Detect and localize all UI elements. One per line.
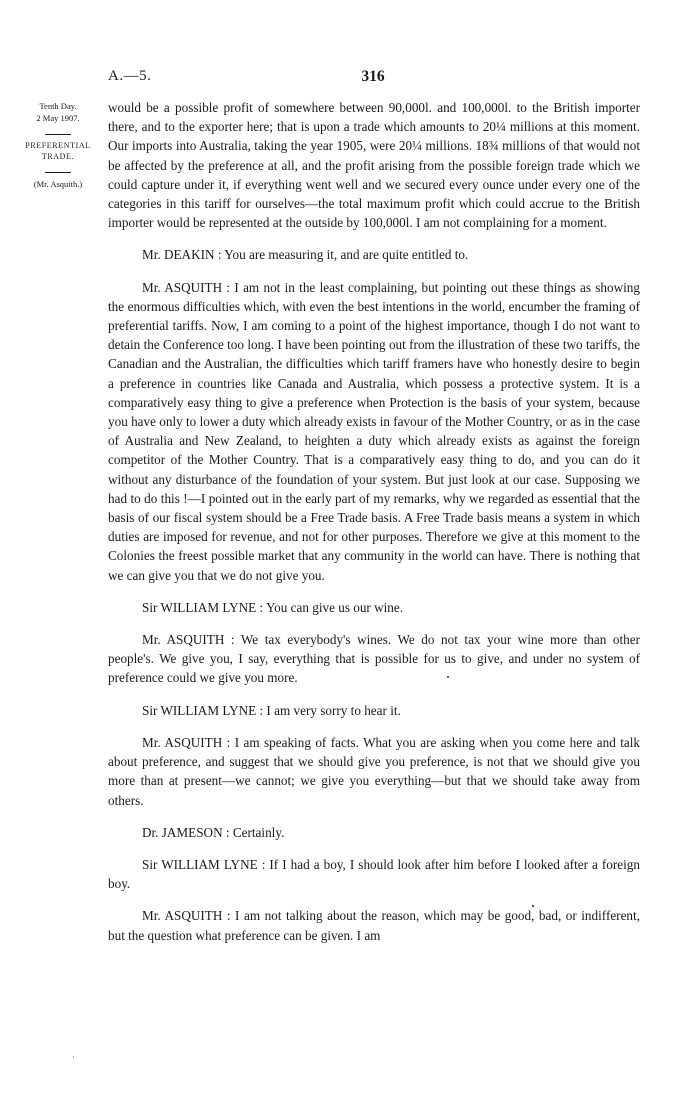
- marginal-divider-top: [45, 134, 71, 135]
- paragraph-asquith-opening: would be a possible profit of somewhere between 90,000l. and 100,000l. to the British importer there, and to the exporter here; that is upon a trade which amounts to 20¼ millions at this moment. Our imports into Australia, taking the year 1905, were 20¼ millions. 18¾ millions of that would not be affected by the preference at all, and the profit arising from the possible foreign trade which we could capture under it, if everything went well and we secured every ounce under every one of the categories in this tariff for ourselves—the total maximum profit which could accrue to the British importer would be represented at the outside by 100,000l. I am not complaining for a moment.: [108, 100, 640, 231]
- ink-artifact: [532, 905, 534, 907]
- paragraph-lyne-sorry: Sir WILLIAM LYNE : I am very sorry to hear it.: [142, 702, 401, 718]
- marginal-topic-line2: TRADE.: [41, 152, 75, 162]
- page-footer-mark: ·: [72, 1052, 75, 1062]
- paragraph-asquith-reason: Mr. ASQUITH : I am not talking about the reason, which may be good, bad, or indifferent, but the question what preference can be given. I am: [108, 908, 640, 943]
- paragraph-deakin: Mr. DEAKIN : You are measuring it, and are quite entitled to.: [142, 247, 469, 263]
- marginal-speaker: (Mr. Asquith.): [33, 178, 83, 189]
- marginal-day: Tenth Day.: [39, 101, 77, 111]
- ink-artifact: [447, 676, 449, 678]
- page-number: 316: [361, 68, 385, 85]
- paragraph-asquith-difficulties: Mr. ASQUITH : I am not in the least complaining, but pointing out these things as showing the enormous difficulties which, with even the best intentions in the world, encumber the framing of preferential tariffs. Now, I am coming to a point of the highest importance, though I do not want to detain the Conference too long. I have been pointing out from the illustration of these two tariffs, the Canadian and the Australian, the difficulties which tariff framers have who honestly desire to begin a preference in countries like Canada and Australia, which possess a protective system. It is a comparatively easy thing to give a preference when Protection is the basis of your system, because you have only to lower a duty which already exists in favour of the Mother Country, or as in the case of Australia and New Zealand, to heighten a duty which already exists as against the foreign competitor of the Mother Country. That is a comparatively easy thing to do, and you can do it without any disturbance of the foundation of your system. But just look at our case. Supposing we had to do this !—I pointed out in the early part of my remarks, why we regarded as essential that the basis of our fiscal system should be a Free Trade basis. A Free Trade basis means a system in which duties are imposed for revenue, and not for other purposes. Therefore we give at this moment to the Colonies the freest possible market that any community in the world can have. There is nothing that we can give you that we do not give you.: [108, 279, 641, 583]
- paragraph-lyne-boy: Sir WILLIAM LYNE : If I had a boy, I should look after him before I looked after a foreign boy.: [108, 856, 640, 892]
- marginal-notes: [14, 100, 102, 190]
- marginal-divider-bottom: [45, 172, 71, 173]
- paragraph-asquith-facts: Mr. ASQUITH : I am speaking of facts. What you are asking when you come here and talk about preference, and suggest that we should give you preference, is not that we should give you more than at present—we cannot; we give you everything—but that we should take away from others.: [108, 734, 640, 808]
- running-head-left: A.—5.: [108, 68, 152, 84]
- paragraph-jameson: Dr. JAMESON : Certainly.: [142, 824, 285, 840]
- body-text-column: [108, 98, 640, 945]
- page-header: [108, 68, 638, 88]
- marginal-topic-line1: PREFERENTIAL: [25, 140, 91, 150]
- paragraph-lyne-wine: Sir WILLIAM LYNE : You can give us our wine.: [142, 599, 404, 615]
- paragraph-asquith-wines: Mr. ASQUITH : We tax everybody's wines. We do not tax your wine more than other people's. We give you, I say, everything that is possible for us to give, and under no system of preference could we give you more.: [108, 632, 640, 686]
- marginal-date: 2 May 1907.: [36, 113, 80, 124]
